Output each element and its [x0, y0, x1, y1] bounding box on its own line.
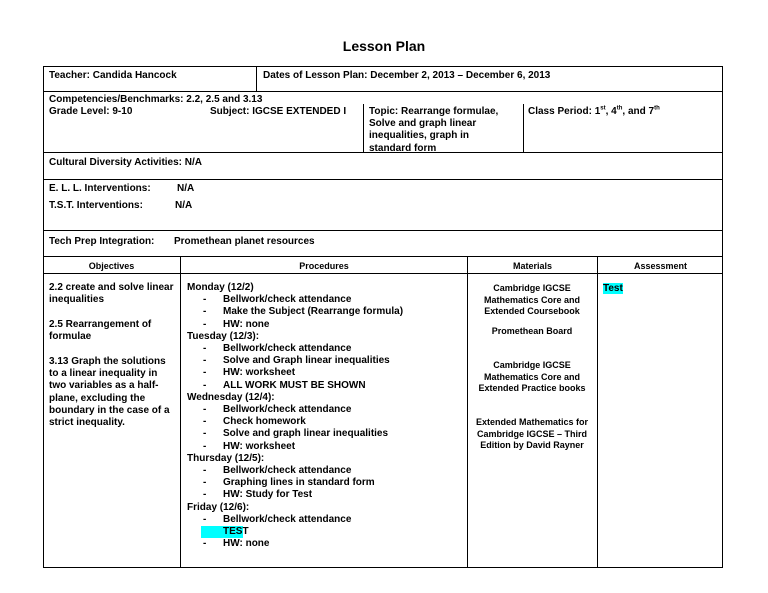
procedure-item: Bellwork/check attendance — [223, 465, 352, 477]
subject: Subject: IGCSE EXTENDED I — [210, 106, 347, 117]
tst-value: N/A — [175, 200, 193, 211]
topic: Topic: Rearrange formulae, Solve and graph linear inequalities, graph in standard form — [369, 106, 499, 154]
tst-label: T.S.T. Interventions: — [49, 200, 143, 211]
assessment-header: Assessment — [633, 261, 688, 271]
tech-prep-label: Tech Prep Integration: — [49, 236, 155, 247]
procedure-item: ALL WORK MUST BE SHOWN — [223, 379, 366, 391]
class-period: Class Period: 1st, 4th, and 7th — [528, 105, 660, 117]
ell-value: N/A — [177, 183, 195, 194]
page-title: Lesson Plan — [342, 38, 426, 54]
grade-level: Grade Level: 9-10 — [49, 106, 133, 117]
procedure-item: Graphing lines in standard form — [223, 477, 375, 489]
objective-item: 2.5 Rearrangement of formulae — [49, 319, 152, 343]
procedure-item: Bellwork/check attendance — [223, 294, 352, 306]
procedure-item: HW: none — [223, 318, 270, 330]
procedure-item: Bellwork/check attendance — [223, 513, 352, 525]
procedure-item: Solve and Graph linear inequalities — [223, 355, 390, 367]
day-heading: Friday (12/6): — [187, 501, 250, 513]
procedures-list — [187, 282, 467, 550]
assessment-value: Test — [603, 283, 623, 294]
cultural-diversity: Cultural Diversity Activities: N/A — [49, 157, 203, 168]
day-heading: Thursday (12/5): — [187, 452, 265, 464]
materials-header: Materials — [512, 261, 553, 271]
procedure-item: Solve and graph linear inequalities — [223, 428, 389, 440]
procedure-item: Make the Subject (Rearrange formula) — [223, 306, 404, 318]
lesson-dates: Dates of Lesson Plan: December 2, 2013 – December 6, 2013 — [263, 70, 551, 81]
objective-item: 2.2 create and solve linear inequalities — [49, 282, 174, 306]
material-item: Extended Mathematics for Cambridge IGCSE – Third Edition by David Rayner — [475, 417, 589, 450]
material-item: Cambridge IGCSE Mathematics Core and Extended Practice books — [478, 360, 586, 393]
procedure-item: HW: Study for Test — [223, 489, 313, 501]
material-item: Promethean Board — [491, 326, 573, 336]
procedures-header: Procedures — [299, 261, 349, 271]
procedure-item: HW: none — [223, 538, 270, 550]
objectives-header: Objectives — [88, 261, 135, 271]
objective-item: 3.13 Graph the solutions to a linear inequality in two variables as a half-plane, excluding the boundary in the case of a strict inequality. — [49, 356, 170, 429]
procedure-item: Bellwork/check attendance — [223, 404, 352, 416]
procedure-item: Check homework — [223, 416, 306, 428]
day-heading: Wednesday (12/4): — [187, 391, 275, 403]
day-heading: Tuesday (12/3): — [187, 330, 260, 342]
day-heading: Monday (12/2) — [187, 282, 254, 293]
ell-label: E. L. L. Interventions: — [49, 183, 151, 194]
material-item: Cambridge IGCSE Mathematics Core and Extended Coursebook — [483, 283, 581, 316]
competencies: Competencies/Benchmarks: 2.2, 2.5 and 3.13 — [49, 94, 263, 105]
procedure-item: HW: worksheet — [223, 367, 296, 379]
procedure-item: Bellwork/check attendance — [223, 343, 352, 355]
teacher-name: Teacher: Candida Hancock — [49, 70, 177, 81]
procedure-item-test: TEST — [223, 526, 249, 538]
tech-prep-value: Promethean planet resources — [174, 236, 315, 247]
procedure-item: HW: worksheet — [223, 440, 296, 452]
